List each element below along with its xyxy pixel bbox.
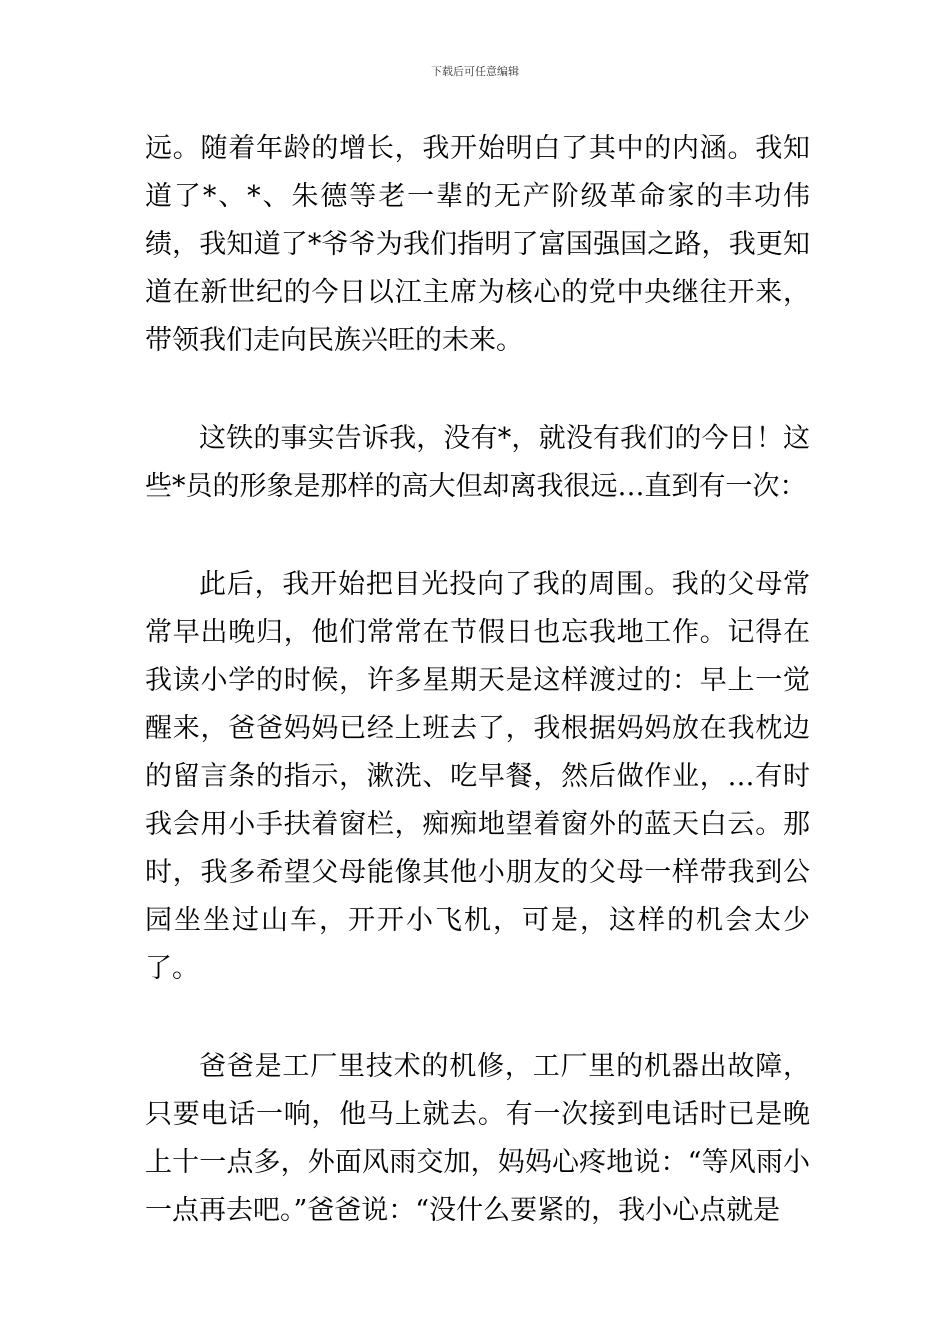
- paragraph-gap: [145, 993, 810, 1043]
- document-body: [145, 125, 810, 1235]
- paragraph-gap: [145, 365, 810, 415]
- paragraph-4: 爸爸是工厂里技术的机修，工厂里的机器出故障，只要电话一响，他马上就去。有一次接到电话时已是晚上十一点多，外面风雨交加，妈妈心疼地说：“等风雨小一点再去吧。”爸爸说：“没什么要紧的，我小心点就是: [145, 1051, 810, 1226]
- page-header: 下载后可任意编辑: [431, 65, 519, 78]
- paragraph-2: 这铁的事实告诉我，没有*，就没有我们的今日！这些*员的形象是那样的高大但却离我很远…直到有一次：: [145, 423, 810, 502]
- paragraph-1: 远。随着年龄的增长，我开始明白了其中的内涵。我知道了*、*、朱德等老一辈的无产阶级革命家的丰功伟绩，我知道了*爷爷为我们指明了富国强国之路，我更知道在新世纪的今日以江主席为核心的党中央继往开来，带领我们走向民族兴旺的未来。: [145, 133, 810, 356]
- paragraph-gap: [145, 511, 810, 561]
- paragraph-3: 此后，我开始把目光投向了我的周围。我的父母常常早出晚归，他们常常在节假日也忘我地工作。记得在我读小学的时候，许多星期天是这样渡过的：早上一觉醒来，爸爸妈妈已经上班去了，我根据妈妈放在我枕边的留言条的指示，漱洗、吃早餐，然后做作业，…有时我会用小手扶着窗栏，痴痴地望着窗外的蓝天白云。那时，我多希望父母能像其他小朋友的父母一样带我到公园坐坐过山车，开开小飞机，可是，这样的机会太少了。: [145, 569, 810, 984]
